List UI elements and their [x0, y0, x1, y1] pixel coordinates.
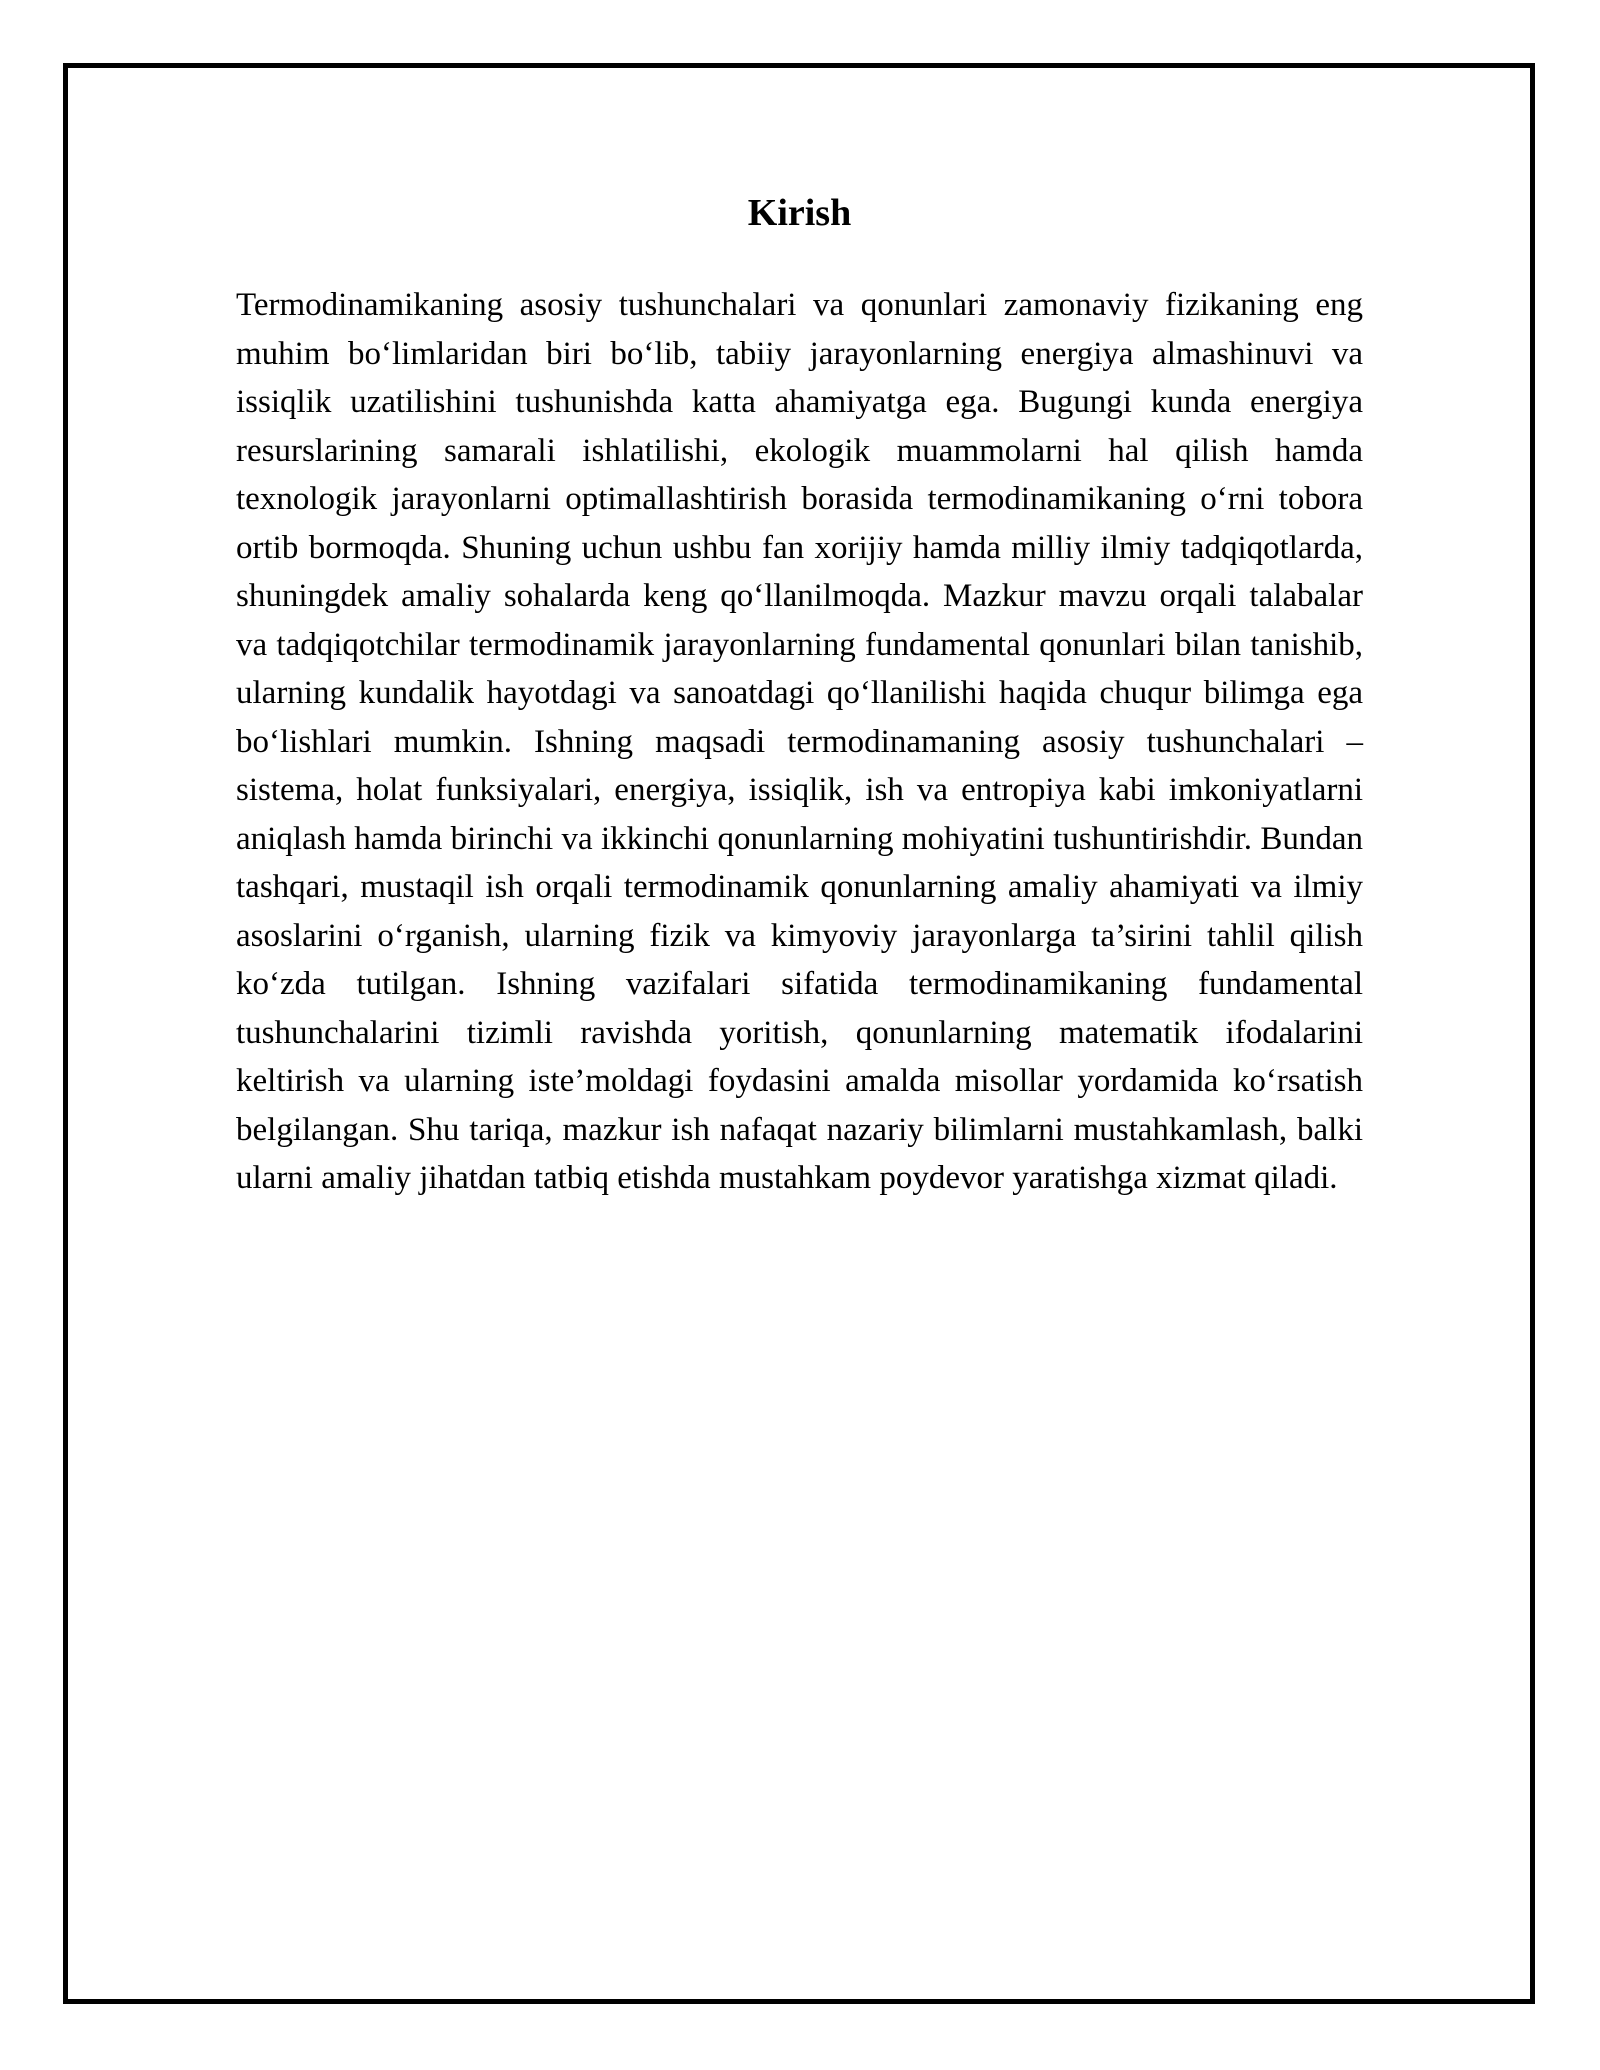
document-content	[236, 185, 1363, 1203]
document-title: Kirish	[747, 192, 852, 234]
body-paragraph: Termodinamikaning asosiy tushunchalari va qonunlari zamonaviy fizikaning eng muhim bo‘limlaridan biri bo‘lib, tabiiy jarayonlarning energiya almashinuvi va issiqlik uzatilishini tushunishda katta ahamiyatga ega. Bugungi kunda energiya resurslarining samarali ishlatilishi, ekologik muammolarni hal qilish hamda texnologik jarayonlarni optimallashtirish borasida termodinamikaning o‘rni tobora ortib bormoqda. Shuning uchun ushbu fan xorijiy hamda milliy ilmiy tadqiqotlarda, shuningdek amaliy sohalarda keng qo‘llanilmoqda. Mazkur mavzu orqali talabalar va tadqiqotchilar termodinamik jarayonlarning fundamental qonunlari bilan tanishib, ularning kundalik hayotdagi va sanoatdagi qo‘llanilishi haqida chuqur bilimga ega bo‘lishlari mumkin. Ishning maqsadi termodinamaning asosiy tushunchalari – sistema, holat funksiyalari, energiya, issiqlik, ish va entropiya kabi imkoniyatlarni aniqlash hamda birinchi va ikkinchi qonunlarning mohiyatini tushuntirishdir. Bundan tashqari, mustaqil ish orqali termodinamik qonunlarning amaliy ahamiyati va ilmiy asoslarini o‘rganish, ularning fizik va kimyoviy jarayonlarga ta’sirini tahlil qilish ko‘zda tutilgan. Ishning vazifalari sifatida termodinamikaning fundamental tushunchalarini tizimli ravishda yoritish, qonunlarning matematik ifodalarini keltirish va ularning iste’moldagi foydasini amalda misollar yordamida ko‘rsatish belgilangan. Shu tariqa, mazkur ish nafaqat nazariy bilimlarni mustahkamlash, balki ularni amaliy jihatdan tatbiq etishda mustahkam poydevor yaratishga xizmat qiladi.	[236, 287, 1363, 1196]
